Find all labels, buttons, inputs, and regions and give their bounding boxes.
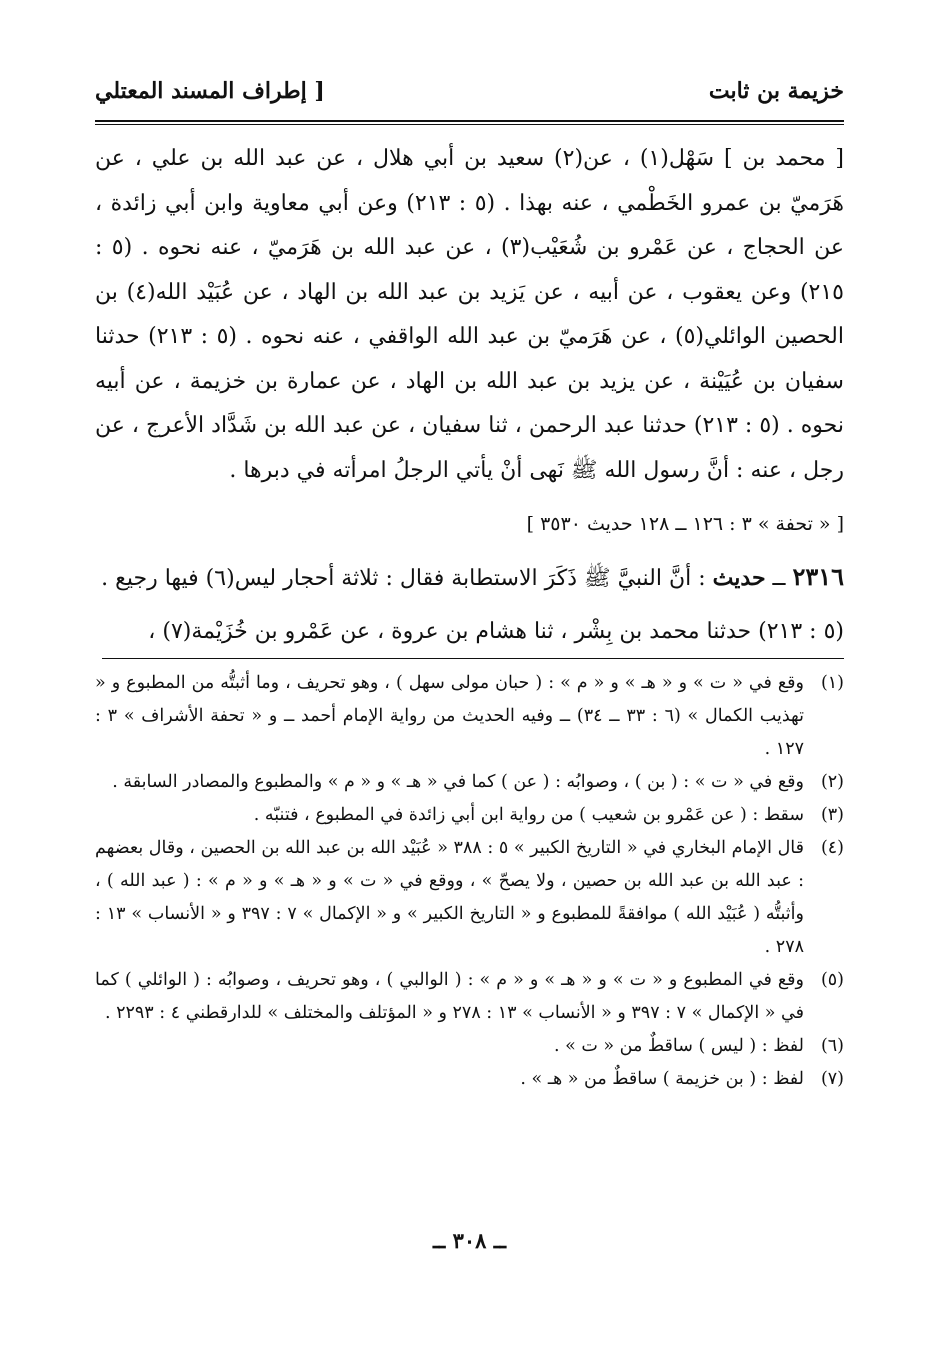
footnote xyxy=(95,964,844,1030)
isnad-line: (٥ : ٢١٣) حدثنا محمد بن بِشْر ، ثنا هشام بن عروة ، عن عَمْرو بن خُزَيْمة(٧) ، xyxy=(148,618,844,644)
page xyxy=(95,78,844,1367)
footnote-mark: (٤) xyxy=(820,837,844,858)
footnote xyxy=(95,832,844,964)
hadith-text: : أنَّ النبيَّ ﷺ ذَكَرَ الاستطابة فقال : ثلاثة أحجار ليس(٦) فيها رجيع . xyxy=(101,566,706,591)
footnote-text: وقع في « ت » : ( بن ) ، وصوابُه : ( عن ) كما في « هـ » و « م » والمطبوع والمصادر السابقة . xyxy=(112,771,804,792)
header-right-title: خزيمة بن ثابت xyxy=(708,78,844,104)
header-rule-thin xyxy=(95,124,844,125)
main-text xyxy=(95,137,844,493)
footnote-text: قال الإمام البخاري في « التاريخ الكبير » ٥ : ٣٨٨ « عُبَيْد الله بن عبد الله بن الحصين ، وقال بعضهم : عبد الله بن عبد الله بن حصين ، ولا يصحّ » ، ووقع في « ت » و « هـ » و « م » : ( عبد الله ) ، وأثبتُّه ( عُبَيْد الله ) موافقةً للمطبوع و « التاريخ الكبير » و « الإكمال » ٧ : ٣٩٧ و « الأنساب » ١٣ : ٢٧٨ . xyxy=(95,837,804,957)
footnote-text: وقع في « ت » و « هـ » و « م » : ( حبان مولى سهل ) ، وهو تحريف ، وما أثبتُّه من المطبوع و « تهذيب الكمال » (٦ : ٣٣ ــ ٣٤) ــ وفيه الحديث من رواية الإمام أحمد ــ و « تحفة الأشراف » ٣ : ١٢٧ . xyxy=(95,672,804,759)
footnote xyxy=(95,766,844,799)
hadith-number: ٢٣١٦ xyxy=(792,562,844,591)
footnote-text: لفظ : ( بن خزيمة ) ساقطٌ من « هـ » . xyxy=(520,1068,804,1089)
footnote xyxy=(95,667,844,766)
footnote xyxy=(95,1030,844,1063)
hadith-entry xyxy=(95,555,844,602)
footnote-text: لفظ : ( ليس ) ساقطٌ من « ت » . xyxy=(553,1035,804,1056)
footnote-mark: (٧) xyxy=(820,1068,844,1089)
footnote-mark: (٢) xyxy=(820,771,844,792)
running-header xyxy=(95,78,844,118)
page-number: ــ ٣٠٨ ــ xyxy=(432,1228,507,1253)
footnote-rule xyxy=(102,658,844,659)
tuhfa-reference: [ « تحفة » ٣ : ١٢٦ ــ ١٢٨ حديث ٣٥٣٠ ] xyxy=(526,513,844,535)
footnote xyxy=(95,799,844,832)
footnote-mark: (١) xyxy=(820,672,844,693)
footnote xyxy=(95,1063,844,1096)
footnote-text: وقع في المطبوع و « ت » و « هـ » و « م » : ( الوالبي ) ، وهو تحريف ، وصوابُه : ( الوائلي ) كما في « الإكمال » ٧ : ٣٩٧ و « الأنساب » ١٣ : ٢٧٨ و « المؤتلف والمختلف » للدارقطني ٤ : ٢٢٩٣ . xyxy=(95,969,804,1023)
footnotes xyxy=(95,667,844,1096)
hadith-label: حديث xyxy=(712,565,766,591)
hadith-dash: ــ xyxy=(772,566,786,591)
footnote-text: سقط : ( عن عَمْرو بن شعيب ) من رواية ابن أبي زائدة في المطبوع ، فتنبّه . xyxy=(253,804,804,825)
body-paragraph: [ محمد بن ] سَهْل(١) ، عن(٢) سعيد بن أبي هلال ، عن عبد الله بن علي ، عن هَرَميّ بن عمرو الخَطْمي ، عنه بهذا . (٥ : ٢١٣) وعن أبي معاوية وابن أبي زائدة ، عن الحجاج ، عن عَمْرو بن شُعَيْب(٣) ، عن عبد الله بن هَرَميّ ، عنه نحوه . (٥ : ٢١٥) وعن يعقوب ، عن أبيه ، عن يَزيد بن عبد الله بن الهاد ، عن عُبَيْد الله(٤) بن الحصين الوائلي(٥) ، عن هَرَميّ بن عبد الله الواقفي ، عنه نحوه . (٥ : ٢١٣) حدثنا سفيان بن عُيَيْنة ، عن يزيد بن عبد الله بن الهاد ، عن عمارة بن خزيمة ، عن أبيه نحوه . (٥ : ٢١٣) حدثنا عبد الرحمن ، ثنا سفيان ، عن عبد الله بن شَدَّاد الأعرج ، عن رجل ، عنه : أنَّ رسول الله ﷺ نَهى أنْ يأتي الرجلُ امرأته في دبرها . xyxy=(95,146,845,483)
header-left-title: [ إطراف المسند المعتلي xyxy=(95,78,325,104)
footnote-mark: (٣) xyxy=(820,804,844,825)
footnote-mark: (٦) xyxy=(820,1035,844,1056)
header-rule xyxy=(95,120,844,122)
footnote-mark: (٥) xyxy=(820,969,844,990)
